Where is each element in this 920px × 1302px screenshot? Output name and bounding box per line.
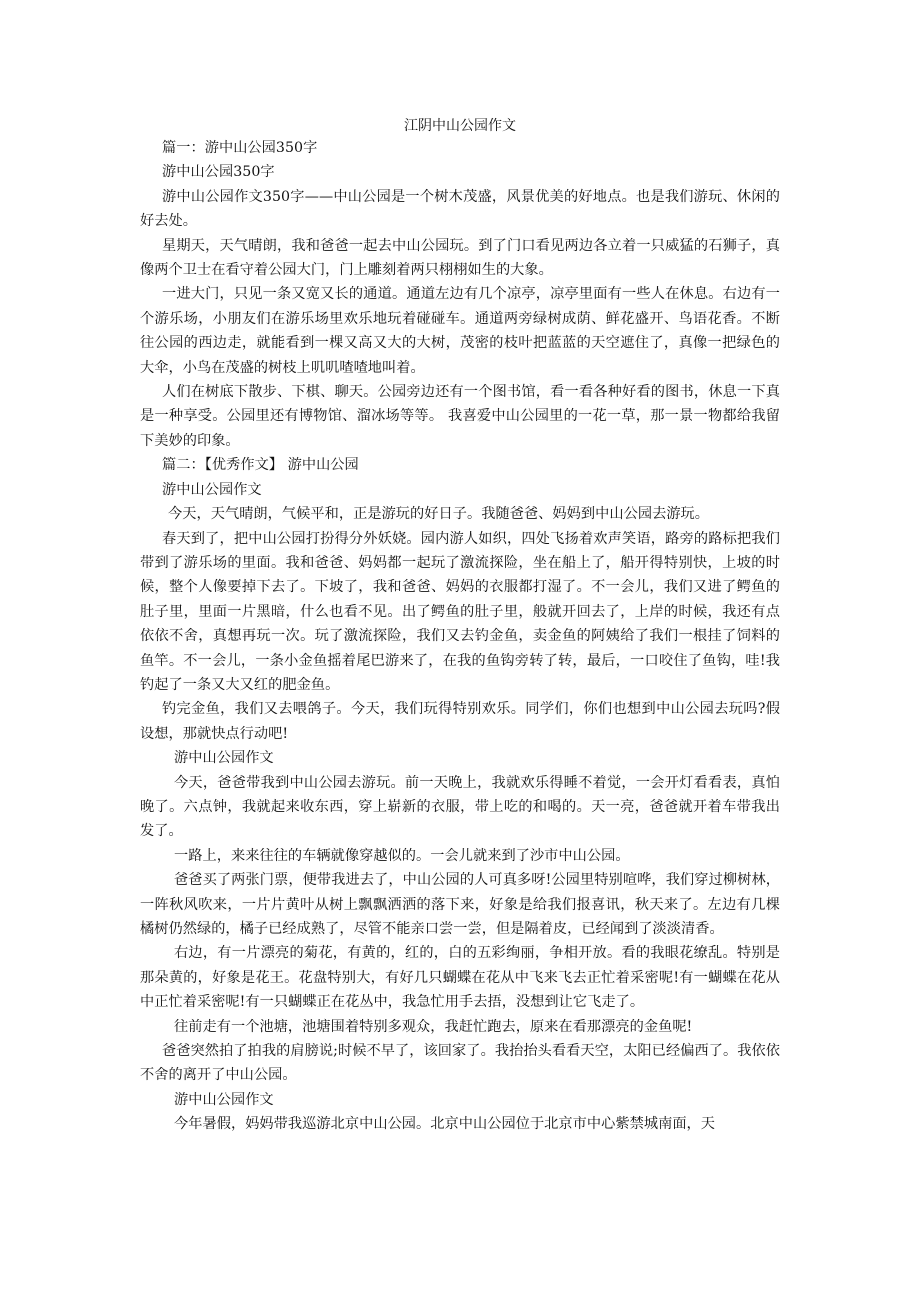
- essay-title: 游中山公园作文: [162, 481, 262, 498]
- essay-title: 游中山公园作文: [174, 750, 274, 767]
- paragraph: 一进大门，只见一条又宽又长的通道。通道左边有几个凉亭，凉亭里面有一些人在休息。右边有一个游乐场，小朋友们在游乐场里欢乐地玩着碰碰车。通道两旁绿树成荫、鲜花盛开、鸟语花香。不断往公园的西边走，就能看到一棵又高又大的大树，茂密的枝叶把蓝蓝的天空遮住了，真像一把绿色的大伞，小鸟在茂盛的树枝上叽叽喳喳地叫着。: [140, 286, 780, 376]
- section-heading: 篇二：【优秀作文】 游中山公园: [162, 457, 359, 474]
- document-title: 江阴中山公园作文: [404, 118, 516, 134]
- paragraph: 今年暑假，妈妈带我巡游北京中山公园。北京中山公园位于北京市中心紫禁城南面，天: [174, 1116, 716, 1133]
- paragraph: 今天，爸爸带我到中山公园去游玩。前一天晚上，我就欢乐得睡不着觉，一会开灯看看表，真怕晚了。六点钟，我就起来收东西，穿上崭新的衣服，带上吃的和喝的。天一亮，爸爸就开着车带我出发了。: [140, 774, 780, 840]
- document-body: [140, 136, 780, 1137]
- paragraph: 今天，天气晴朗，气候平和，正是游玩的好日子。我随爸爸、妈妈到中山公园去游玩。: [168, 506, 710, 523]
- paragraph: 一路上，来来往往的车辆就像穿越似的。一会儿就来到了沙市中山公园。: [174, 847, 630, 864]
- paragraph: 星期天，天气晴朗，我和爸爸一起去中山公园玩。到了门口看见两边各立着一只威猛的石狮子，真像两个卫士在看守着公园大门，门上雕刻着两只栩栩如生的大象。: [140, 237, 780, 279]
- paragraph: 钓完金鱼，我们又去喂鸽子。今天，我们玩得特别欢乐。同学们，你们也想到中山公园去玩吗?假设想，那就快点行动吧!: [140, 701, 780, 742]
- essay-title: 游中山公园作文: [174, 1091, 274, 1108]
- paragraph: 春天到了，把中山公园打扮得分外妖娆。园内游人如织，四处飞扬着欢声笑语，路旁的路标把我们带到了游乐场的里面。我和爸爸、妈妈都一起玩了激流探险，坐在船上了，船开得特别快，上坡的时候，整个人像要掉下去了。下坡了，我和爸爸、妈妈的衣服都打湿了。不一会儿，我们又进了鳄鱼的肚子里，里面一片黑暗，什么也看不见。出了鳄鱼的肚子里，般就开回去了，上岸的时候，我还有点依依不舍，真想再玩一次。玩了激流探险，我们又去钓金鱼，卖金鱼的阿姨给了我们一根挂了饲料的鱼竿。不一会儿，一条小金鱼摇着尾巴游来了，在我的鱼钩旁转了转，最后，一口咬住了鱼钩，哇!我钓起了一条又大又红的肥金鱼。: [140, 530, 780, 693]
- paragraph: 游中山公园作文350字——中山公园是一个树木茂盛，风景优美的好地点。也是我们游玩、休闲的好去处。: [140, 188, 780, 230]
- paragraph: 爸爸买了两张门票，便带我进去了，中山公园的人可真多呀!公园里特别喧哗，我们穿过柳树林，一阵秋风吹来，一片片黄叶从树上飘飘洒洒的落下来，好象是给我们报喜讯，秋天来了。左边有几棵橘树仍然绿的，橘子已经成熟了，尽管不能亲口尝一尝，但是隔着皮，已经闻到了淡淡清香。: [140, 872, 780, 937]
- paragraph: 爸爸突然拍了拍我的肩膀说;时候不早了，该回家了。我抬抬头看看天空，太阳已经偏西了。我依依不舍的离开了中山公园。: [140, 1043, 780, 1084]
- essay-title: 游中山公园350字: [162, 164, 275, 181]
- section-heading: 篇一：游中山公园350字: [162, 140, 318, 156]
- paragraph: 人们在树底下散步、下棋、聊天。公园旁边还有一个图书馆，看一看各种好看的图书，休息一下真是一种享受。公园里还有博物馆、溜冰场等等。 我喜爱中山公园里的一花一草，那一景一物都给我留下美妙的印象。: [140, 384, 780, 449]
- paragraph: 往前走有一个池塘，池塘围着特别多观众，我赶忙跑去，原来在看那漂亮的金鱼呢!: [174, 1018, 693, 1035]
- paragraph: 右边，有一片漂亮的菊花，有黄的，红的，白的五彩绚丽，争相开放。看的我眼花缭乱。特别是那朵黄的，好象是花王。花盘特别大，有好几只蝴蝶在花从中飞来飞去正忙着采密呢!有一蝴蝶在花从中正忙着采密呢!有一只蝴蝶正在花丛中，我急忙用手去捂，没想到让它飞走了。: [140, 945, 780, 1011]
